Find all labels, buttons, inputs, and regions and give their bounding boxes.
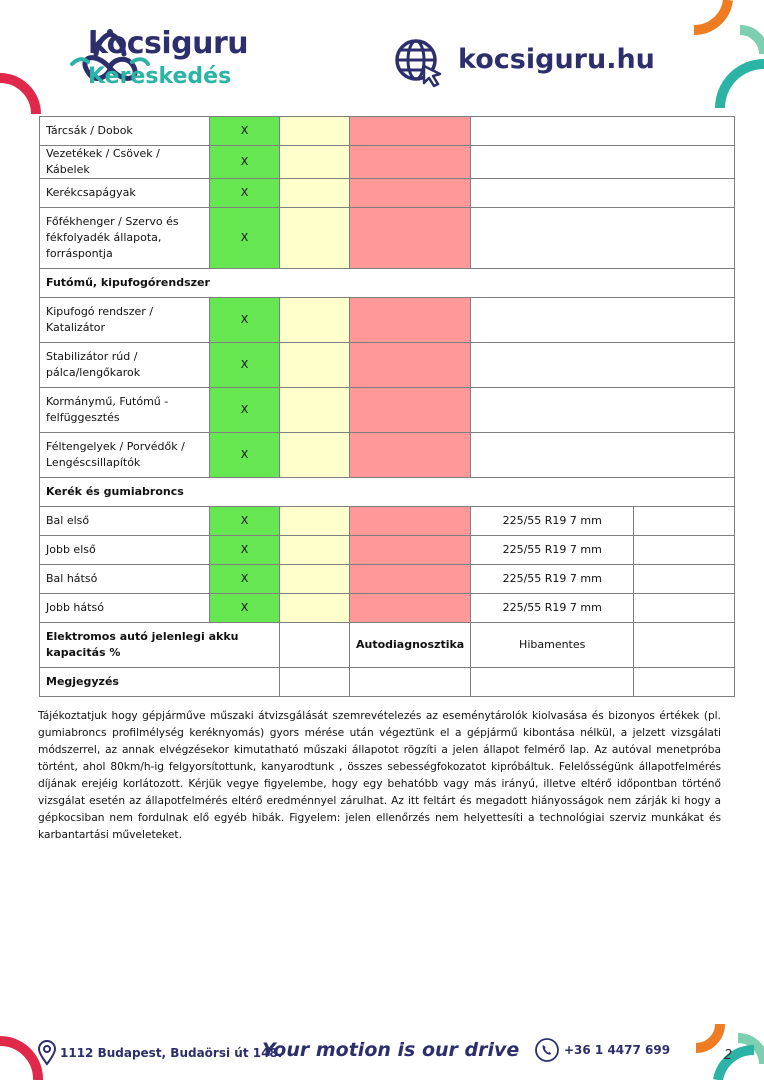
status-bad-cell	[350, 208, 471, 269]
table-row	[40, 507, 735, 536]
status-medium-cell	[280, 536, 350, 565]
tire-size-value: 225/55 R19 7 mm	[471, 536, 634, 565]
footer-phone: +36 1 4477 699	[564, 1043, 671, 1057]
status-medium-cell	[280, 433, 350, 478]
row-label: Kerékcsapágyak	[40, 179, 210, 208]
page-number: 2	[724, 1048, 733, 1063]
status-medium-cell	[280, 507, 350, 536]
value-cell	[471, 433, 735, 478]
row-label: Stabilizátor rúd / pálca/lengőkarok	[40, 343, 210, 388]
status-good-cell: X	[210, 536, 280, 565]
note-cell	[280, 668, 350, 697]
row-label: Jobb első	[40, 536, 210, 565]
value-cell	[471, 343, 735, 388]
status-good-cell: X	[210, 208, 280, 269]
row-label: Főfékhenger / Szervo és fékfolyadék állapota, forráspontja	[40, 208, 210, 269]
value-cell	[471, 388, 735, 433]
status-medium-cell	[280, 298, 350, 343]
empty-cell	[634, 623, 735, 668]
table-row	[40, 146, 735, 179]
battery-label: Elektromos autó jelenlegi akku kapacitás %	[40, 623, 280, 668]
globe-cursor-icon	[394, 38, 444, 88]
row-label: Kipufogó rendszer / Katalizátor	[40, 298, 210, 343]
status-medium-cell	[280, 179, 350, 208]
status-good-cell: X	[210, 594, 280, 623]
value-cell	[471, 179, 735, 208]
value-cell	[471, 117, 735, 146]
status-good-cell: X	[210, 146, 280, 179]
footer-address: 1112 Budapest, Budaörsi út 148.	[60, 1046, 283, 1060]
note-cell	[471, 668, 634, 697]
table-row	[40, 117, 735, 146]
table-row	[40, 433, 735, 478]
section-title: Kerék és gumiabroncs	[40, 478, 735, 507]
row-label: Bal első	[40, 507, 210, 536]
tire-size-value: 225/55 R19 7 mm	[471, 594, 634, 623]
status-good-cell: X	[210, 433, 280, 478]
status-bad-cell	[350, 388, 471, 433]
extra-cell	[634, 565, 735, 594]
status-medium-cell	[280, 208, 350, 269]
phone-icon	[535, 1038, 559, 1062]
status-bad-cell	[350, 536, 471, 565]
row-label: Tárcsák / Dobok	[40, 117, 210, 146]
table-row	[40, 179, 735, 208]
note-row	[40, 668, 735, 697]
status-bad-cell	[350, 565, 471, 594]
brand-name: kocsiguru	[88, 26, 249, 61]
status-good-cell: X	[210, 298, 280, 343]
status-bad-cell	[350, 433, 471, 478]
disclaimer-paragraph: Tájékoztatjuk hogy gépjárműve műszaki átvizsgálását szemrevételezés az eseménytárolók kiolvasása és bizonyos értékek (pl. gumiabroncs profilmélység keréknyomás) gyors mérése után végeztünk el a gépjármű kibontása nélkül, a jelzett vizsgálati módszerrel, az annak elvégzésekor kimutatható műszaki állapotot rögzíti a jelen állapot felmérő lap. Az autóval menetpróba történt, ahol 80km/h-ig felgyorsítottunk, kanyarodtunk , összes sebességfokozatot kipróbáltuk. Felelősségünk állapotfelmérés díjának erejéig korlátozott. Kérjük vegye figyelembe, hogy egy behatóbb vagy más irányú, illetve eltérő időpontban történő vizsgálat esetén az állapotfelmérés eltérő eredménnyel zárulhat. Az itt feltárt és megadott hiányosságok nem zárják ki hogy a gépkocsiban nem fordulnak elő egyéb hibák. Figyelem: jelen ellenőrzés nem helyettesíti a technológiai szerviz munkákat és karbantartási műveleteket.	[38, 710, 721, 841]
status-medium-cell	[280, 594, 350, 623]
status-bad-cell	[350, 594, 471, 623]
brand-subtitle: Kereskedés	[88, 64, 232, 89]
status-medium-cell	[280, 343, 350, 388]
table-row	[40, 536, 735, 565]
note-cell	[350, 668, 471, 697]
table-row	[40, 343, 735, 388]
value-cell	[471, 208, 735, 269]
row-label: Kormánymű, Futómű - felfüggesztés	[40, 388, 210, 433]
empty-cell	[634, 668, 735, 697]
status-bad-cell	[350, 179, 471, 208]
diagnostics-label: Autodiagnosztika	[350, 623, 471, 668]
row-label: Bal hátsó	[40, 565, 210, 594]
status-medium-cell	[280, 146, 350, 179]
note-label: Megjegyzés	[40, 668, 280, 697]
status-good-cell: X	[210, 565, 280, 594]
section-header-row	[40, 478, 735, 507]
value-cell	[471, 298, 735, 343]
row-label: Vezetékek / Csövek / Kábelek	[40, 146, 210, 179]
site-url: kocsiguru.hu	[458, 44, 655, 75]
table-row	[40, 298, 735, 343]
status-medium-cell	[280, 565, 350, 594]
battery-row	[40, 623, 735, 668]
page-footer	[0, 1030, 764, 1080]
tire-size-value: 225/55 R19 7 mm	[471, 565, 634, 594]
section-title: Futómű, kipufogórendszer	[40, 269, 735, 298]
battery-value-cell	[280, 623, 350, 668]
status-bad-cell	[350, 507, 471, 536]
table-row	[40, 388, 735, 433]
status-good-cell: X	[210, 117, 280, 146]
status-bad-cell	[350, 343, 471, 388]
status-medium-cell	[280, 388, 350, 433]
row-label: Jobb hátsó	[40, 594, 210, 623]
tire-size-value: 225/55 R19 7 mm	[471, 507, 634, 536]
value-cell	[471, 146, 735, 179]
section-header-row	[40, 269, 735, 298]
status-medium-cell	[280, 117, 350, 146]
status-bad-cell	[350, 298, 471, 343]
status-good-cell: X	[210, 343, 280, 388]
extra-cell	[634, 536, 735, 565]
extra-cell	[634, 594, 735, 623]
status-good-cell: X	[210, 507, 280, 536]
extra-cell	[634, 507, 735, 536]
page-header	[0, 0, 764, 115]
diagnostics-value: Hibamentes	[471, 623, 634, 668]
footer-slogan: Your motion is our drive	[262, 1039, 520, 1061]
status-bad-cell	[350, 117, 471, 146]
table-row	[40, 594, 735, 623]
status-good-cell: X	[210, 388, 280, 433]
row-label: Féltengelyek / Porvédők / Lengéscsillapítók	[40, 433, 210, 478]
table-row	[40, 208, 735, 269]
location-pin-icon	[37, 1040, 57, 1066]
status-bad-cell	[350, 146, 471, 179]
inspection-table	[39, 116, 735, 697]
table-row	[40, 565, 735, 594]
status-good-cell: X	[210, 179, 280, 208]
